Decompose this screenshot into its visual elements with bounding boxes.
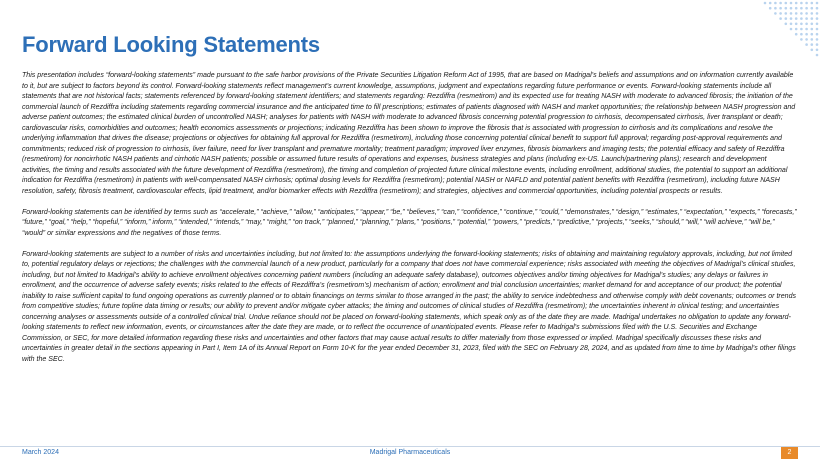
decorative-dot bbox=[811, 2, 814, 5]
decorative-dot bbox=[795, 28, 798, 31]
decorative-dot bbox=[811, 43, 814, 46]
decorative-dot bbox=[805, 33, 808, 36]
decorative-dot bbox=[816, 33, 819, 36]
decorative-dot bbox=[790, 28, 793, 31]
decorative-dot bbox=[800, 33, 803, 36]
paragraph-risks: Forward-looking statements are subject to a number of risks and uncertainties including, but not limited to: the assumptions underlying the forward-looking statements; risks of obtaining and maintaining regulatory approvals, including, but not limited to, potential regulatory delays or rejections; the challenges with the commercial launch of a new product, particularly for a company that does not have commercial experience; risks associated with meeting the objectives of Madrigal’s clinical studies, including, but not limited to Madrigal’s ability to achieve enrollment objectives concerning patient numbers (including an adequate safety database), outcomes objectives and/or timing objectives for Madrigal’s studies; any delays or failures in enrollment, and the occurrence of adverse safety events; risks related to the effects of Rezdiffra’s (resmetirom’s) mechanism of action; enrollment and trial conclusion uncertainties; market demand for and acceptance of our product; the potential inability to raise sufficient capital to fund ongoing operations as currently planned or to obtain financings on terms similar to those arranged in the past; the ability to service indebtedness and otherwise comply with debt covenants; outcomes or trends from competitive studies; future topline data timing or results; our ability to prevent and/or mitigate cyber attacks; the timing and outcomes of clinical studies of Rezdiffra (resmetirom); the uncertainties inherent in clinical testing; and uncertainties concerning analyses or assessments outside of a controlled clinical trial. Undue reliance should not be placed on forward-looking statements, which speak only as of the date they are made. Madrigal undertakes no obligation to update any forward-looking statements to reflect new information, events, or circumstances after the date they are made, or to reflect the occurrence of unanticipated events. Please refer to Madrigal’s submissions filed with the U.S. Securities and Exchange Commission, or SEC, for more detailed information regarding these risks and uncertainties and other factors that may cause actual results to differ materially from those expressed or implied. Madrigal specifically discusses these risks and uncertainties in greater detail in the sections appearing in Part I, Item 1A of its Annual Report on Form 10-K for the year ended December 31, 2023, filed with the SEC on February 28, 2024, and as updated from time to time by Madrigal’s other filings with the SEC. bbox=[22, 250, 797, 363]
decorative-dot bbox=[805, 7, 808, 10]
decorative-dot bbox=[785, 2, 788, 5]
decorative-dot bbox=[816, 7, 819, 10]
decorative-dot bbox=[805, 23, 808, 26]
decorative-dot bbox=[816, 43, 819, 46]
statement-body bbox=[22, 71, 797, 376]
footer-divider bbox=[0, 446, 820, 447]
decorative-dot bbox=[811, 33, 814, 36]
decorative-dot bbox=[790, 2, 793, 5]
decorative-dot bbox=[764, 2, 767, 5]
page-number-badge: 2 bbox=[781, 447, 798, 459]
decorative-dot bbox=[790, 12, 793, 15]
decorative-dot bbox=[785, 12, 788, 15]
decorative-dot bbox=[811, 12, 814, 15]
decorative-dot bbox=[805, 43, 808, 46]
decorative-dot bbox=[805, 12, 808, 15]
decorative-dot bbox=[800, 28, 803, 31]
decorative-dot bbox=[805, 38, 808, 41]
paragraph-identifiers: Forward-looking statements can be identified by terms such as “accelerate,” “achieve,” “allow,” “anticipates,” “appear,” “be,” “believes,” “can,” “confidence,” “continue,” “could,” “demonstrates,” “design,” “estimates,” “expectation,” “expects,” “forecasts,” “future,” “goal,” “help,” “hopeful,” “inform,” inform,” “intended,” “intends,” “may,” “might,” “on track,” “planned,” “planning,” “plans,” “positions,” “potential,” “powers,” “predicts,” “predictive,” “projects,” “seeks,” “should,” “will,” “will achieve,” “will be,” “would” or similar expressions and the negatives of those terms. bbox=[22, 208, 797, 237]
decorative-dot bbox=[800, 38, 803, 41]
decorative-dot bbox=[790, 7, 793, 10]
decorative-dot bbox=[795, 2, 798, 5]
decorative-dot bbox=[816, 38, 819, 41]
decorative-dot bbox=[811, 23, 814, 26]
decorative-dot-pattern bbox=[760, 0, 820, 62]
decorative-dot bbox=[779, 12, 782, 15]
decorative-dot bbox=[774, 12, 777, 15]
decorative-dot bbox=[779, 2, 782, 5]
decorative-dot bbox=[816, 12, 819, 15]
decorative-dot bbox=[769, 2, 772, 5]
decorative-dot bbox=[790, 23, 793, 26]
decorative-dot bbox=[779, 17, 782, 20]
decorative-dot bbox=[811, 49, 814, 52]
decorative-dot bbox=[816, 17, 819, 20]
decorative-dot bbox=[795, 23, 798, 26]
decorative-dot bbox=[785, 17, 788, 20]
decorative-dot bbox=[805, 17, 808, 20]
decorative-dot bbox=[795, 12, 798, 15]
decorative-dot bbox=[800, 23, 803, 26]
decorative-dot bbox=[816, 28, 819, 31]
page-title: Forward Looking Statements bbox=[22, 32, 320, 57]
decorative-dot bbox=[800, 7, 803, 10]
footer-date: March 2024 bbox=[22, 449, 59, 456]
decorative-dot bbox=[785, 7, 788, 10]
decorative-dot bbox=[811, 17, 814, 20]
decorative-dot bbox=[774, 2, 777, 5]
decorative-dot bbox=[805, 2, 808, 5]
decorative-dot bbox=[800, 2, 803, 5]
decorative-dot bbox=[816, 54, 819, 57]
decorative-dot bbox=[769, 7, 772, 10]
decorative-dot bbox=[795, 33, 798, 36]
decorative-dot bbox=[785, 23, 788, 26]
decorative-dot bbox=[816, 49, 819, 52]
paragraph-intro: This presentation includes “forward-looking statements” made pursuant to the safe harbor provisions of the Private Securities Litigation Reform Act of 1995, that are based on Madrigal’s beliefs and assumptions and on information currently available to it, but are subject to factors beyond its control. Forward-looking statements reflect management’s current knowledge, assumptions, judgment and expectations regarding future performance or events. Forward-looking statements include all statements that are not historical facts; statements referenced by forward-looking statement identifiers; and statements regarding: Rezdiffra (resmetirom) and its expected use for treating NASH with moderate to advanced fibrosis; the initiation of the commercial launch of Rezdiffra including statements regarding commercial insurance and the anticipated time to fill prescriptions; estimates of patients diagnosed with NASH and market opportunities; the relationship between NASH progression and adverse patient outcomes; the estimated clinical burden of uncontrolled NASH; analyses for patients with NASH with moderate to advanced fibrosis concerning potential progression to cirrhosis, decompensated cirrhosis, liver transplant or death; cardiovascular risks, comorbidities and outcomes; health economics assessments or projections; indicating Rezdiffra has been shown to improve the fibrosis that is associated with progression to cirrhosis and its complications and resolve the underlying inflammation that drives the disease; projections or objectives for obtaining full approval for Rezdiffra (resmetirom), including those concerning potential clinical benefit to support full approval; regarding post-approval requirements and commitments; reduced risk of progression to cirrhosis, liver failure, need for liver transplant and premature mortality; treatment paradigm; improved liver enzymes, fibrosis biomarkers and imaging tests; the potential efficacy and safety of Rezdiffra (resmetirom) for noncirrhotic NASH patients and cirrhotic NASH patients; possible or assumed future results of operations and expenses, business strategies and plans (including ex-US. Launch/partnering plans); research and development activities, the timing and results associated with the future development of Rezdiffra (resmetirom), the timing and completion of projected future clinical milestone events, including enrollment, additional studies, the potential to support an additional indication for Rezdiffra (resmetirom) in patients with well-compensated NASH cirrhosis; optimal dosing levels for Rezdiffra (resmetirom); potential NASH or NAFLD and potential patient benefits with Rezdiffra (resmetirom), including future NASH resolution, safety, fibrosis treatment, cardiovascular effects, lipid treatment, and/or biomarker effects with Rezdiffra (resmetirom); and strategies, objectives and commercial opportunities, including potential prospects or results. bbox=[22, 72, 796, 195]
decorative-dot bbox=[811, 28, 814, 31]
decorative-dot bbox=[795, 17, 798, 20]
decorative-dot bbox=[790, 17, 793, 20]
decorative-dot bbox=[800, 17, 803, 20]
decorative-dot bbox=[811, 38, 814, 41]
decorative-dot bbox=[774, 7, 777, 10]
decorative-dot bbox=[800, 12, 803, 15]
decorative-dot bbox=[816, 2, 819, 5]
decorative-dot bbox=[811, 7, 814, 10]
decorative-dot bbox=[816, 23, 819, 26]
decorative-dot bbox=[779, 7, 782, 10]
decorative-dot bbox=[805, 28, 808, 31]
decorative-dot bbox=[795, 7, 798, 10]
footer-company: Madrigal Pharmaceuticals bbox=[369, 449, 451, 456]
